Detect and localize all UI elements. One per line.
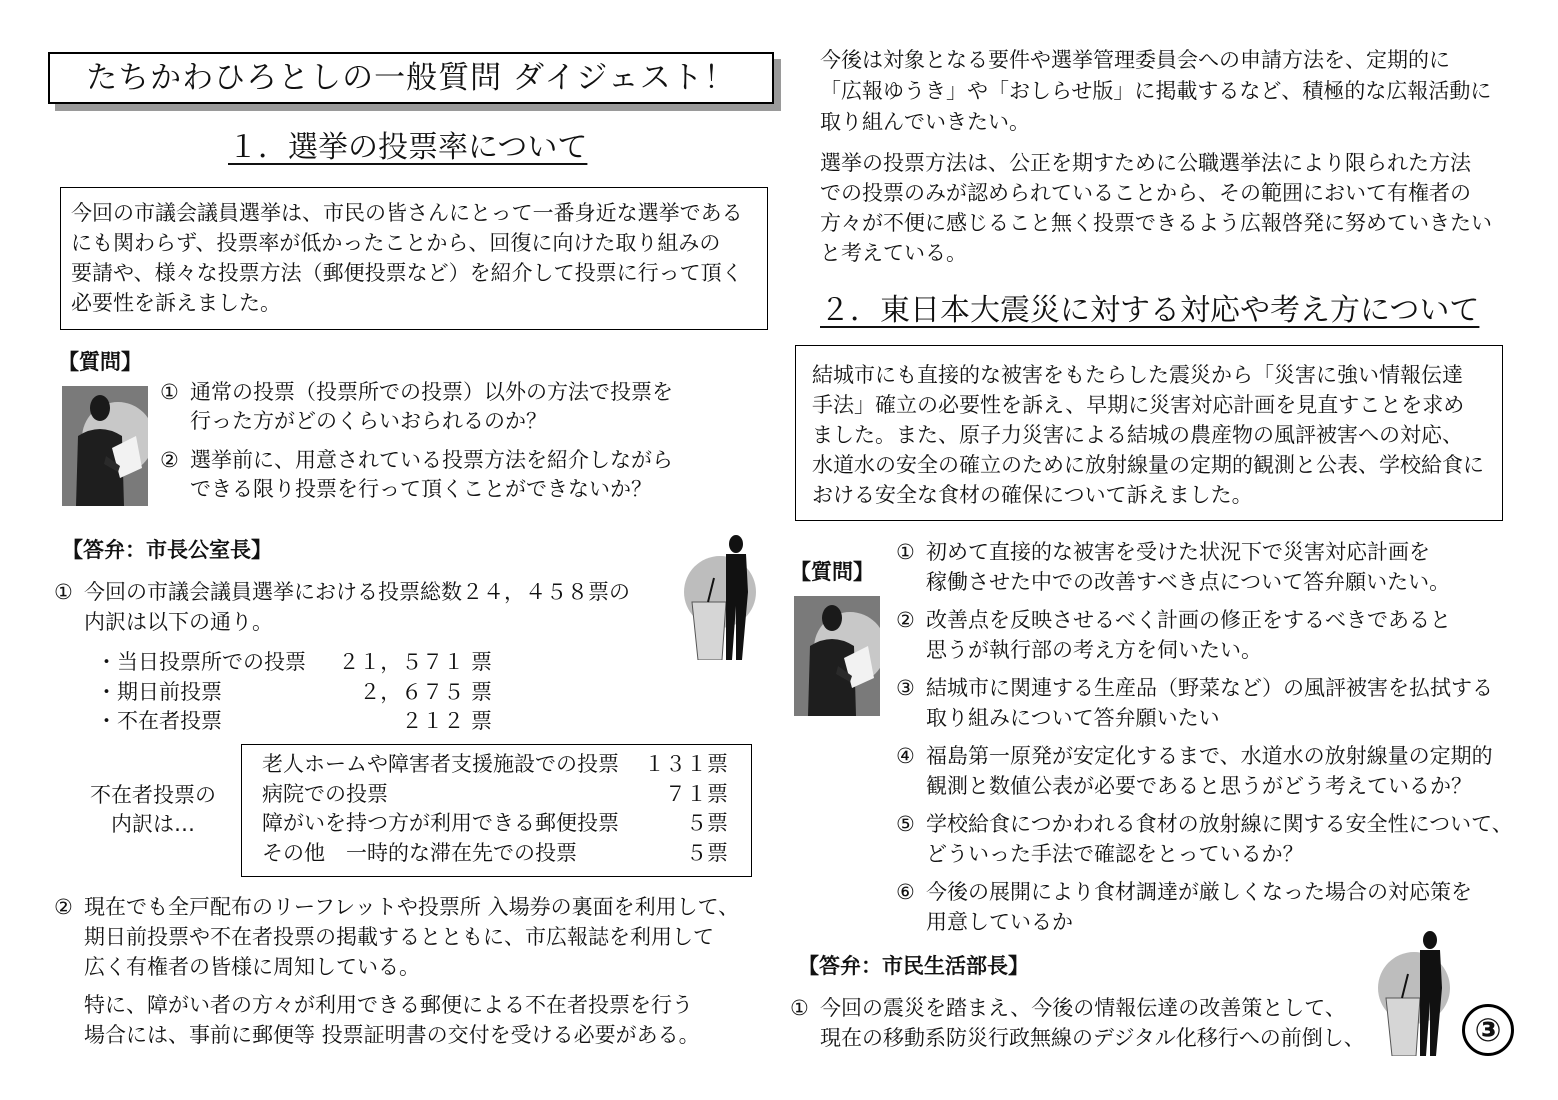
summary-line: 水道水の安全の確立のために放射線量の定期的観測と公表、学校給食に [812, 453, 1484, 477]
vote-breakdown [96, 648, 492, 737]
caption-line: 内訳は… [111, 812, 195, 836]
breakdown-row [96, 678, 492, 708]
absentee-label: 病院での投票 [262, 781, 388, 806]
podium-speaker-icon [1368, 928, 1468, 1056]
para-line: 選挙の投票方法は、公正を期すために公職選挙法により限られた方法 [820, 151, 1471, 175]
question-line: 思うが執行部の考え方を伺いたい。 [926, 638, 1262, 662]
question-number: ① [896, 540, 915, 564]
summary-line: 必要性を訴えました。 [71, 291, 281, 315]
absentee-value: ５票 [686, 840, 728, 865]
question-line: 用意しているか [926, 910, 1073, 934]
question-line: 福島第一原発が安定化するまで、水道水の放射線量の定期的 [926, 744, 1493, 768]
section2-questions [896, 537, 1513, 937]
breakdown-value: ２，６７５ 票 [359, 679, 492, 704]
section1-title: １．選挙の投票率について [228, 130, 588, 165]
question-number: ④ [896, 744, 915, 768]
question-line: 結城市に関連する生産品（野菜など）の風評被害を払拭する [926, 676, 1493, 700]
absentee-row [262, 809, 728, 839]
summary-line: ました。また、原子力災害による結城の農産物の風評被害への対応、 [812, 423, 1463, 447]
question-line: 通常の投票（投票所での投票）以外の方法で投票を [190, 380, 673, 404]
question-item [160, 446, 673, 504]
question-item [896, 741, 1513, 801]
section2-answer-label: 【答弁：市民生活部長】 [798, 954, 1029, 978]
para-line: 取り組んでいきたい。 [820, 110, 1030, 134]
caption-line: 不在者投票の [90, 783, 216, 807]
breakdown-label: ・不在者投票 [96, 709, 222, 733]
section1-right-para1 [820, 45, 1491, 138]
summary-line: 結城市にも直接的な被害をもたらした震災から「災害に強い情報伝達 [812, 363, 1463, 387]
question-line: できる限り投票を行って頂くことができないか？ [190, 477, 652, 501]
question-number: ⑤ [896, 812, 915, 836]
section1-answer2 [54, 892, 739, 982]
section2-answer1 [790, 993, 1365, 1053]
answer-line: 場合には、事前に郵便等 投票証明書の交付を受ける必要がある。 [84, 1023, 700, 1047]
answer-number: ② [54, 895, 73, 919]
question-number: ⑥ [896, 880, 915, 904]
question-line: 観測と数値公表が必要であると思うがどう考えているか？ [926, 774, 1472, 798]
para-line: での投票のみが認められていることから、その範囲において有権者の [820, 181, 1471, 205]
breakdown-row [96, 648, 492, 678]
breakdown-row [96, 707, 492, 737]
page-number: ③ [1462, 1004, 1514, 1056]
question-number: ① [160, 380, 179, 404]
summary-line: 要請や、様々な投票方法（郵便投票など）を紹介して投票に行って頂く [71, 261, 743, 285]
para-line: 今後は対象となる要件や選挙管理委員会への申請方法を、定期的に [820, 48, 1450, 72]
summary-line: にも関わらず、投票率が低かったことから、回復に向けた取り組みの [71, 231, 721, 255]
question-item [896, 673, 1513, 733]
answer-line: 特に、障がい者の方々が利用できる郵便による不在者投票を行う [84, 993, 693, 1017]
section1-question-label: 【質問】 [58, 350, 142, 374]
question-item [896, 809, 1513, 869]
section2-summary [812, 360, 1484, 510]
answer-line: 現在の移動系防災行政無線のデジタル化移行への前倒し、 [820, 1026, 1365, 1050]
section2-title: ２．東日本大震災に対する対応や考え方について [820, 293, 1480, 328]
page-title: たちかわひろとしの一般質問 ダイジェスト！ [48, 52, 774, 104]
question-line: 行った方がどのくらいおられるのか？ [190, 409, 547, 433]
section1-summary-box [60, 187, 768, 330]
answer-line: 広く有権者の皆様に周知している。 [84, 955, 420, 979]
answer-item [54, 892, 739, 982]
absentee-breakdown [262, 750, 728, 868]
summary-line: 今回の市議会議員選挙は、市民の皆さんにとって一番身近な選挙である [71, 201, 743, 225]
summary-line: 手法」確立の必要性を訴え、早期に災害対応計画を見直すことを求め [812, 393, 1465, 417]
absentee-breakdown-box [241, 744, 752, 877]
question-line: 今後の展開により食材調達が厳しくなった場合の対応策を [926, 880, 1472, 904]
question-number: ② [896, 608, 915, 632]
absentee-value: ７１票 [665, 781, 728, 806]
answer-line: 内訳は以下の通り。 [84, 610, 273, 634]
absentee-row [262, 839, 728, 869]
breakdown-label: ・当日投票所での投票 [96, 650, 306, 674]
answer-line: 期日前投票や不在者投票の掲載するとともに、市広報誌を利用して [84, 925, 714, 949]
question-line: 初めて直接的な被害を受けた状況下で災害対応計画を [926, 540, 1430, 564]
absentee-value: ５票 [686, 811, 728, 835]
breakdown-value: ２１２ 票 [401, 709, 492, 733]
question-item [896, 537, 1513, 597]
absentee-row [262, 750, 728, 780]
answer-item [790, 993, 1365, 1053]
answer-number: ① [54, 580, 73, 604]
section1-answer1 [54, 577, 630, 637]
para-line: 「広報ゆうき」や「おしらせ版」に掲載するなど、積極的な広報活動に [820, 79, 1492, 103]
section1-summary [71, 198, 743, 318]
section2-question-label: 【質問】 [790, 560, 874, 584]
absentee-row [262, 780, 728, 810]
para-line: 方々が不便に感じること無く投票できるよう広報啓発に努めていきたい [820, 211, 1492, 235]
para-line: と考えている。 [820, 241, 967, 265]
section1-questions [160, 378, 673, 504]
question-line: どういった手法で確認をとっているか？ [926, 842, 1304, 866]
summary-line: おける安全な食材の確保について訴えました。 [812, 483, 1253, 507]
question-line: 改善点を反映させるべく計画の修正をするべきであると [926, 608, 1451, 632]
absentee-value: １３１票 [644, 752, 728, 776]
absentee-caption [90, 781, 216, 839]
section1-answer2-extra [84, 990, 700, 1050]
answer-line: 今回の震災を踏まえ、今後の情報伝達の改善策として、 [820, 996, 1346, 1020]
section1-answer-label: 【答弁：市長公室長】 [62, 538, 272, 562]
podium-speaker-icon [674, 532, 774, 660]
breakdown-value: ２１，５７１ 票 [338, 650, 492, 674]
question-line: 選挙前に、用意されている投票方法を紹介しながら [190, 448, 673, 472]
absentee-label: その他 一時的な滞在先での投票 [262, 840, 577, 865]
question-number: ③ [896, 676, 915, 700]
question-line: 稼働させた中での改善すべき点について答弁願いたい。 [926, 570, 1451, 594]
section2-summary-box [795, 345, 1503, 521]
answer-number: ① [790, 996, 809, 1020]
answer-line: 今回の市議会議員選挙における投票総数２４，４５８票の [84, 580, 630, 604]
speaker-illustration-icon [62, 386, 148, 506]
question-line: 学校給食につかわれる食材の放射線に関する安全性について、 [926, 812, 1513, 836]
question-number: ② [160, 448, 179, 472]
section1-right-para2 [820, 148, 1492, 268]
question-item [896, 605, 1513, 665]
answer-item [54, 577, 630, 637]
breakdown-label: ・期日前投票 [96, 679, 222, 704]
absentee-label: 老人ホームや障害者支援施設での投票 [262, 752, 619, 776]
speaker-illustration-icon [794, 596, 880, 716]
answer-line: 現在でも全戸配布のリーフレットや投票所 入場券の裏面を利用して、 [84, 895, 740, 919]
question-line: 取り組みについて答弁願いたい [926, 706, 1220, 730]
absentee-label: 障がいを持つ方が利用できる郵便投票 [262, 811, 619, 835]
question-item [160, 378, 673, 436]
